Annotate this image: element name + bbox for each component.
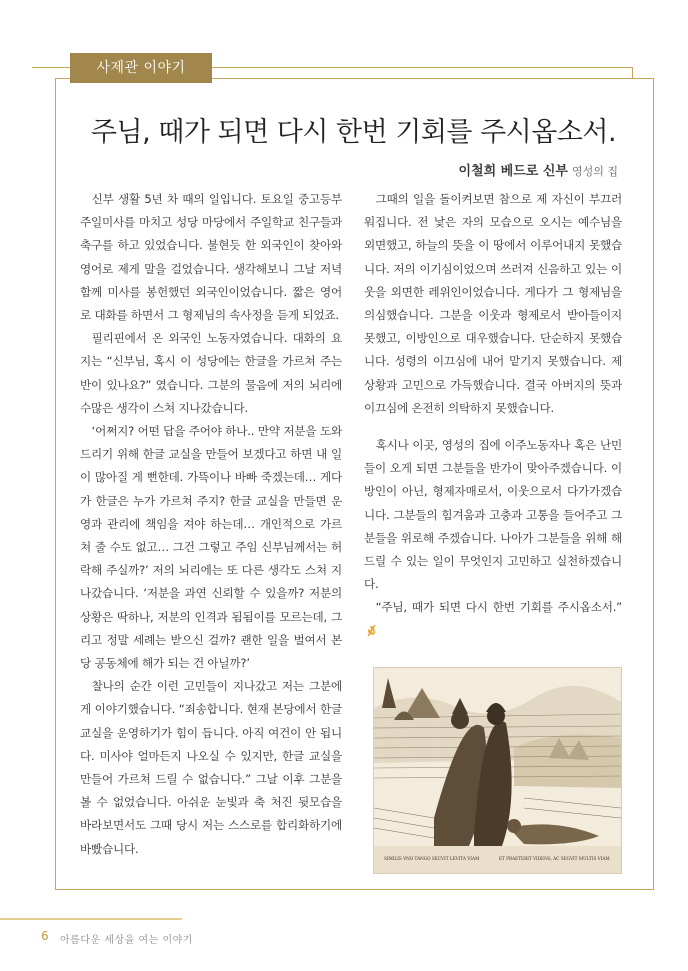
article-title: 주님, 때가 되면 다시 한번 기회를 주시옵소서. [90, 117, 617, 148]
paragraph: 신부 생활 5년 차 때의 일입니다. 토요일 중고등부 주일미사를 마치고 성당 마당에서 주일학교 친구들과 축구를 하고 있었습니다. 불현듯 한 외국인이 찾아와 영어로 제게 말을 걸었습니다. 생각해보니 그날 저녁 함께 미사를 봉헌했던 외국인이었습니다. 짧은 영어로 대화를 하면서 그 형제님의 속사정을 듣게 되었죠. [80, 192, 342, 323]
engraving-illustration [373, 667, 622, 874]
engraving-caption-left: SIMILIS VNO TANGO SECVIT LEVITA VIAM [384, 856, 480, 861]
paragraph: 혹시나 이곳, 영성의 집에 이주노동자나 혹은 난민들이 오게 되면 그분들을 반가이 맞아주겠습니다. 이방인이 아닌, 형제자매로서, 이웃으로서 다가가겠습니다. 그분들의 힘겨움과 고충과 고통을 들어주고 그분들을 위로해 주겠습니다. 나아가 그분들을 위해 해드릴 수 있는 일이 무엇인지 고민하고 실천하겠습니다. [364, 438, 622, 592]
paragraph: 그때의 일을 돌이켜보면 참으로 제 자신이 부끄러워집니다. 전 낯은 자의 모습으로 오시는 예수님을 외면했고, 하늘의 뜻을 이 땅에서 이루어내지 못했습니다. 저의 이기심이었으며 쓰러져 신음하고 있는 이웃을 외면한 레위인이었습니다. 게다가 그 형제님을 의심했습니다. 그분을 이웃과 형제로서 받아들이지 못했고, 이방인으로 대우했습니다. 단순하지 못했습니다. 성령의 이끄심에 내어 맡기지 못했습니다. 제 상황과 고민으로 가득했습니다. 결국 아버지의 뜻과 이끄심에 온전히 의탁하지 못했습니다. [364, 192, 622, 415]
byline [458, 160, 618, 179]
author-name: 이철희 베드로 신부 [458, 164, 568, 179]
section-tab: 사제관 이야기 [70, 53, 212, 83]
footer-divider [0, 918, 182, 920]
wheat-icon [366, 623, 378, 637]
good-samaritan-engraving [374, 668, 621, 873]
left-column [80, 188, 342, 861]
closing-prayer-text: “주님, 때가 되면 다시 한번 기회를 주시옵소서.” [375, 600, 622, 615]
paragraph: ‘어쩌지? 어떤 답을 주어야 하나.. 만약 저분을 도와드리기 위해 한글 교실을 만들어 보겠다고 하면 내 일이 많아질 게 뻔한데. 가뜩이나 바빠 죽겠는데… 게다가 한글은 누가 가르쳐 주지? 한글 교실을 만들면 운영과 관리에 책임을 져야 하는데… 개인적으로 가르쳐 줄 수도 없고… 그건 그렇고 주임 신부님께서는 허락해 주실까?’ 저의 뇌리에는 또 다른 생각도 스쳐 지나갔습니다. ‘저분을 과연 신뢰할 수 있을까? 저분의 상황은 딱하나, 저분의 인격과 됨됨이를 모르는데, 그리고 정말 세례는 받으신 걸까? 괜한 일을 벌여서 본당 공동체에 해가 되는 건 아닐까?’ [80, 424, 342, 671]
paragraph: 필리핀에서 온 외국인 노동자였습니다. 대화의 요지는 “신부님, 혹시 이 성당에는 한글을 가르쳐 주는 반이 있나요?” 였습니다. 그분의 물음에 저의 뇌리에 수많은 생각이 스쳐 지나갔습니다. [80, 331, 342, 415]
right-column [364, 188, 622, 643]
paragraph: 찰나의 순간 이런 고민들이 지나갔고 저는 그분에게 이야기했습니다. “죄송합니다. 현재 본당에서 한글 교실을 운영하기가 힘이 듭니다. 아직 여건이 안 됩니다. 미사야 얼마든지 나오실 수 있지만, 한글 교실을 만들어 가르쳐 드릴 수 없습니다.” 그날 이후 그분을 볼 수 없었습니다. 아쉬운 눈빛과 축 처진 뒷모습을 바라보면서도 그때 당시 저는 스스로를 합리화하기에 바빴습니다. [80, 679, 342, 856]
closing-prayer [364, 596, 622, 642]
page-number: 6 [41, 929, 49, 943]
author-organization: 영성의 집 [571, 165, 618, 178]
engraving-caption-right: ET PRAETERIT VIDENS, AC SEGVIT MULTIS VIAM [499, 856, 610, 861]
magazine-name: 아름다운 세상을 여는 이야기 [60, 935, 193, 946]
